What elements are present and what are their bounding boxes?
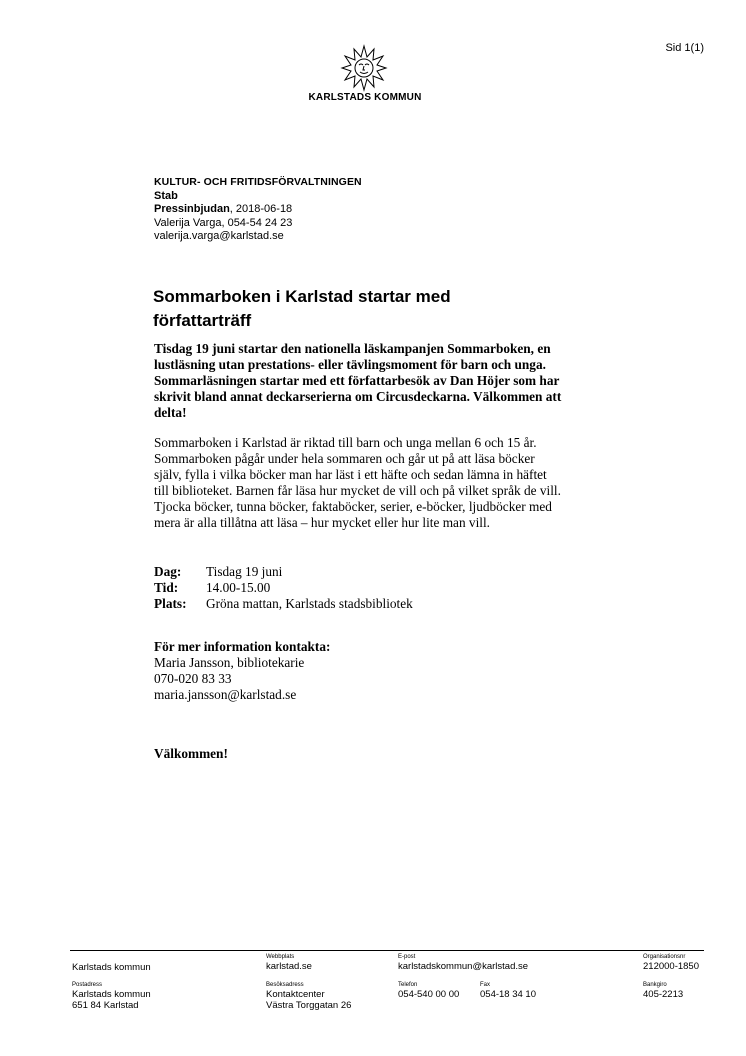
lead-line: skrivit bland annat deckarserierna om Circusdeckarna. Välkommen att	[154, 389, 562, 404]
footer-bankgiro	[643, 982, 683, 1000]
body-line: mera är alla tillåtna att läsa – hur mycket eller hur lite man vill.	[154, 515, 490, 530]
event-place-row	[154, 596, 413, 612]
body-line: Sommarboken pågår under hela sommaren och går ut på att läsa böcker	[154, 451, 535, 466]
footer-postal-line: Karlstads kommun	[72, 989, 151, 1000]
footer-email	[398, 954, 528, 972]
event-details	[154, 564, 413, 612]
body-line: Sommarboken i Karlstad är riktad till barn och unga mellan 6 och 15 år.	[154, 435, 537, 450]
body-paragraph	[154, 435, 634, 531]
sender-block	[154, 176, 362, 244]
contact-phone: 070-020 83 33	[154, 671, 232, 686]
footer-email-caption: E-post	[398, 954, 416, 960]
page-number: Sid 1(1)	[665, 42, 704, 54]
event-day-row	[154, 564, 413, 580]
body-line: Tjocka böcker, tunna böcker, faktaböcker, serier, e-böcker, ljudböcker med	[154, 499, 552, 514]
footer-email-value: karlstadskommun@karlstad.se	[398, 961, 529, 972]
contact-block	[154, 639, 330, 703]
footer-orgnr-caption: Organisationsnr	[643, 954, 686, 960]
event-place-value: Gröna mattan, Karlstads stadsbibliotek	[206, 596, 413, 611]
footer-orgnr-value: 212000-1850	[643, 961, 699, 972]
footer-orgnr	[643, 954, 699, 972]
document-date: , 2018-06-18	[229, 203, 293, 215]
footer-visit	[266, 982, 351, 1011]
lead-paragraph	[154, 341, 624, 421]
headline-line: Sommarboken i Karlstad startar med	[153, 287, 451, 306]
footer-postal-caption: Postadress	[72, 982, 103, 988]
footer-web-caption: Webbplats	[266, 954, 295, 960]
event-place-label: Plats:	[154, 596, 187, 611]
lead-line: lustläsning utan prestations- eller tävlingsmoment för barn och unga.	[154, 357, 546, 372]
document-type-line	[154, 203, 362, 217]
contact-email: maria.jansson@karlstad.se	[154, 687, 297, 702]
footer-phone	[398, 982, 459, 1000]
footer-phone-value: 054-540 00 00	[398, 989, 460, 1000]
closing-text: Välkommen!	[154, 746, 228, 761]
unit-name: Stab	[154, 189, 178, 202]
department-name: KULTUR- OCH FRITIDSFÖRVALTNINGEN	[154, 176, 362, 188]
contact-name: Maria Jansson, bibliotekarie	[154, 655, 305, 670]
sun-face-icon	[340, 44, 388, 92]
footer-fax-caption: Fax	[480, 982, 491, 988]
footer-web	[266, 954, 312, 972]
footer-org: Karlstads kommun	[72, 962, 151, 973]
lead-line: Tisdag 19 juni startar den nationella läskampanjen Sommarboken, en	[154, 341, 551, 356]
footer-divider	[70, 950, 704, 951]
lead-line: Sommarläsningen startar med ett författarbesök av Dan Höjer som har	[154, 373, 560, 388]
page-title	[153, 285, 573, 333]
footer-bankgiro-value: 405-2213	[643, 989, 684, 1000]
event-day-label: Dag:	[154, 564, 182, 579]
footer-postal	[72, 982, 151, 1011]
event-time-label: Tid:	[154, 580, 179, 595]
footer-visit-line: Västra Torggatan 26	[266, 1000, 352, 1011]
document-type: Pressinbjudan	[154, 203, 230, 215]
contact-title: För mer information kontakta:	[154, 639, 331, 654]
event-time-value: 14.00-15.00	[206, 580, 271, 595]
footer-bankgiro-caption: Bankgiro	[643, 982, 667, 988]
footer-fax	[480, 982, 536, 1000]
event-time-row	[154, 580, 413, 596]
organization-name: KARLSTADS KOMMUN	[308, 92, 422, 103]
footer-fax-value: 054-18 34 10	[480, 989, 536, 1000]
body-line: själv, fylla i vilka böcker man har läst i ett häfte och sedan lämna in häftet	[154, 467, 547, 482]
body-line: till biblioteket. Barnen får läsa hur mycket de vill och på vilket språk de vill.	[154, 483, 561, 498]
footer-visit-line: Kontaktcenter	[266, 989, 325, 1000]
footer-visit-caption: Besöksadress	[266, 982, 304, 988]
footer-web-value: karlstad.se	[266, 961, 312, 972]
headline-line: författarträff	[153, 311, 252, 330]
event-day-value: Tisdag 19 juni	[206, 564, 283, 579]
sender-email: valerija.varga@karlstad.se	[154, 230, 284, 242]
lead-line: delta!	[154, 405, 187, 420]
footer-postal-line: 651 84 Karlstad	[72, 1000, 139, 1011]
footer-phone-caption: Telefon	[398, 982, 418, 988]
sender-contact: Valerija Varga, 054-54 24 23	[154, 216, 293, 229]
